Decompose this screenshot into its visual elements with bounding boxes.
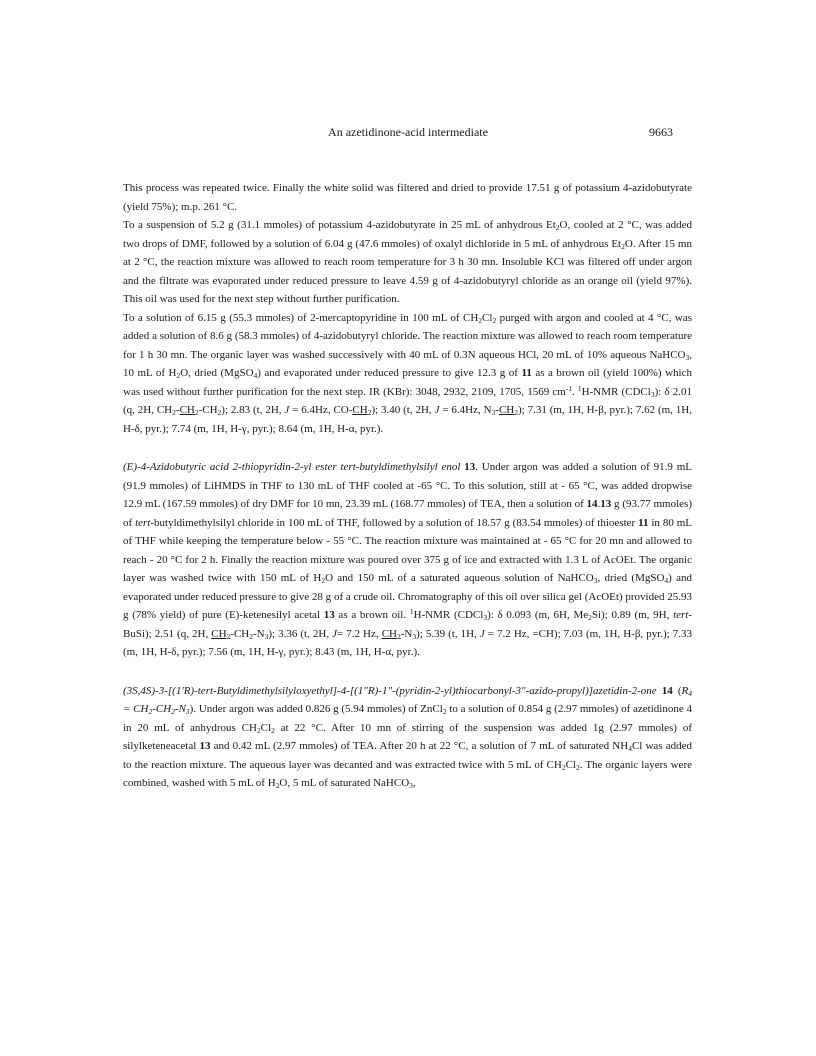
running-title: An azetidinone-acid intermediate	[328, 125, 488, 139]
paragraph-5: (3S,4S)-3-[(1'R)-tert-Butyldimethylsilyloxyethyl]-4-[(1"R)-1"-(pyridin-2-yl)thiocarbonyl-3"-azido-propyl)]azetidin-2-one 14 $(R_4 = CH_2-CH_2-N_3)$. Under argon was added 0.826 g (5.94 mmoles) of ZnCl$_2$ to a solution of 0.854 g (2.97 mmoles) of azetidinone 4 in 20 mL of anhydrous $CH_2Cl_2$ at 22 °C. After 10 mn of stirring of the suspension was added 1g (2.97 mmoles) of silylketeneacetal 13 and 0.42 mL (2.97 mmoles) of TEA. After 20 h at 22 °C, a solution of 7 mL of saturated $NH_4Cl$ was added to the reaction mixture. The aqueous layer was decanted and was extracted twice with 5 mL of $CH_2Cl_2$. The organic layers were combined, washed with 5 mL of $H_2O$, 5 mL of saturated NaHCO$_3$,	[123, 684, 693, 790]
page-number: 9663	[649, 125, 673, 139]
paragraph-2: To a suspension of 5.2 g (31.1 mmoles) of potassium 4-azidobutyrate in 25 mL of anhydrous $Et_2O$, cooled at 2 °C, was added two drops of DMF, followed by a solution of 6.04 g (47.6 mmoles) of oxalyl dichloride in 5 mL of anhydrous $Et_2O$. After 15 mn at 2 °C, the reaction mixture was allowed to reach room temperature for 3 h 30 mn. Insoluble KCl was filtered off under argon and the filtrate was evaporated under reduced pressure to leave 4.59 g of 4-azidobutyryl chloride as an orange oil (yield 97%). This oil was used for the next step without further purification.	[123, 219, 692, 305]
paragraph-3: To a solution of 6.15 g (55.3 mmoles) of 2-mercaptopyridine in 100 mL of $CH_2Cl_2$ purged with argon and cooled at 4 °C, was added a solution of 8.6 g (58.3 mmoles) of 4-azidobutyryl chloride. The reaction mixture was allowed to reach room temperature for 1 h 30 mn. The organic layer was washed successively with 40 mL of 0.3N aqueous HCl, 20 mL of 10% aqueous NaHCO$_3$, 10 mL of $H_2O$, dried (MgSO$_4$) and evaporated under reduced pressure to give 12.3 g of 11 as a brown oil (yield 100%) which was used without further purification for the next step. IR (KBr): 3048, 2932, 2109, 1705, 1569 $cm^{-1}$. $^1$H-NMR (CDCl$_3$): δ 2.01 (q, 2H, $CH_2-CH_2-CH_2$); 2.83 (t, 2H, J = 6.4Hz, $CO-CH_2$); 3.40 (t, 2H, J = 6.4Hz, $N_3-CH_2$); 7.31 (m, 1H, H-β, pyr.); 7.62 (m, 1H, H-δ, pyr.); 7.74 (m, 1H, H-γ, pyr.); 8.64 (m, 1H, H-α, pyr.).	[123, 311, 693, 435]
paragraph-1: This process was repeated twice. Finally the white solid was filtered and dried to provide 17.51 g of potassium 4-azidobutyrate (yield 75%); m.p. 261 °C.	[123, 182, 692, 213]
paragraph-4: (E)-4-Azidobutyric acid 2-thiopyridin-2-yl ester tert-butyldimethylsilyl enol 13. Under argon was added a solution of 91.9 mL (91.9 mmoles) of LiHMDS in THF to 130 mL of THF cooled at -65 °C. To this solution, still at - 65 °C, was added dropwise 12.9 mL (167.59 mmoles) of dry DMF for 10 mn, 23.39 mL (168.77 mmoles) of TEA, then a solution of 14.13 g (93.77 mmoles) of tert-butyldimethylsilyl chloride in 100 mL of THF, followed by a solution of 18.57 g (83.54 mmoles) of thioester 11 in 80 mL of THF while keeping the temperature below - 55 °C. The reaction mixture was maintained at - 65 °C for 20 mn and allowed to reach - 20 °C for 2 h. Finally the reaction mixture was poured over 375 g of ice and extracted with 1.3 L of AcOEt. The organic layer was washed twice with 150 mL of $H_2O$ and 150 mL of a saturated aqueous solution of NaHCO$_3$, dried (MgSO$_4$) and evaporated under reduced pressure to give 28 g of a crude oil. Chromatography of this oil over silica gel (AcOEt) provided 25.93 g (78% yield) of pure (E)-ketenesilyl acetal 13 as a brown oil. $^1$H-NMR (CDCl$_3$): δ 0.093 (m, 6H, $Me_2Si$); 0.89 (m, 9H, tert-BuSi); 2.51 (q, 2H, $CH_2-CH_2-N_3$); 3.36 (t, 2H, J= 7.2 Hz, $CH_2-N_3$); 5.39 (t, 1H, J = 7.2 Hz, =CH); 7.03 (m, 1H, H-β, pyr.); 7.33 (m, 1H, H-δ, pyr.); 7.56 (m, 1H, H-γ, pyr.); 8.43 (m, 1H, H-α, pyr.).	[123, 461, 693, 658]
section-gap	[123, 662, 692, 682]
section-gap	[123, 438, 692, 458]
article-body	[123, 179, 692, 793]
